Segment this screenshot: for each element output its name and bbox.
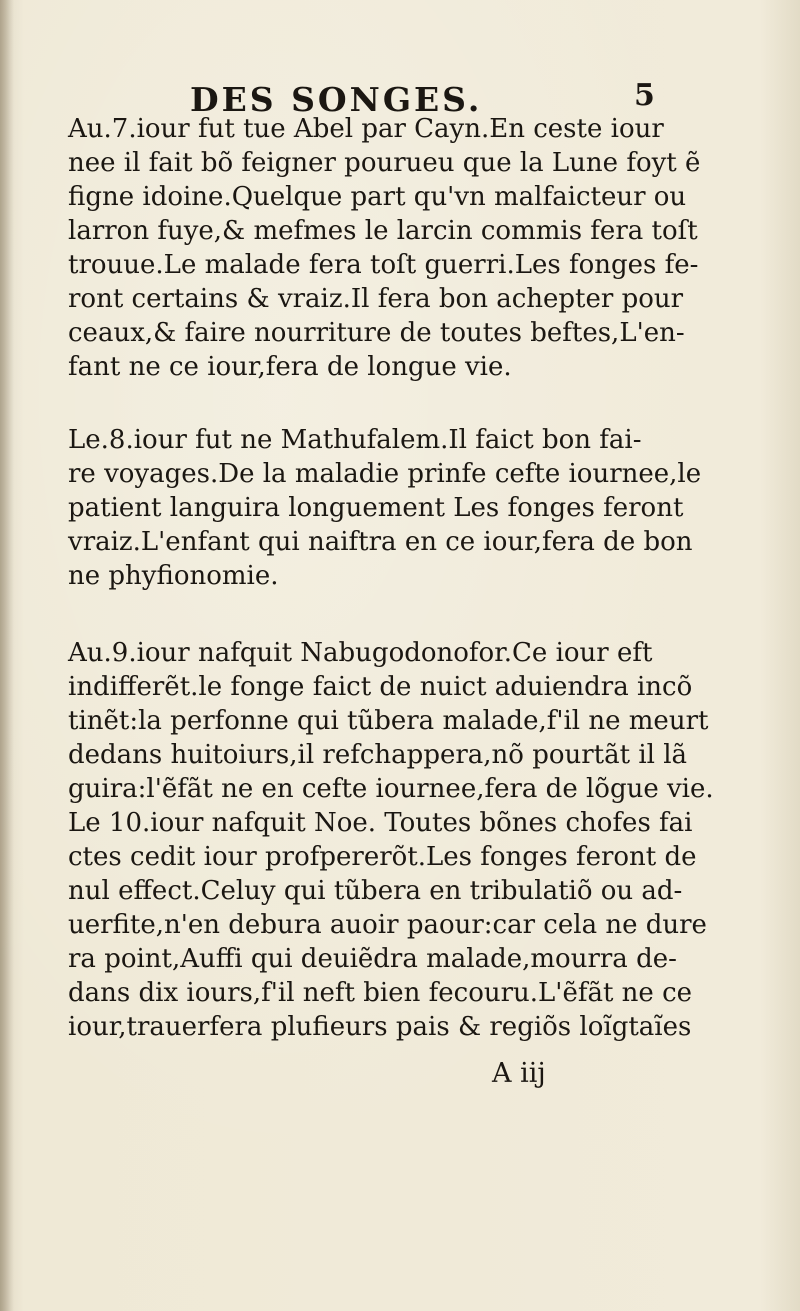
text-line: fant ne ce iour,fera de longue vie. (68, 352, 512, 382)
text-line: dans dix iours,f'il neft bien fecouru.L'ẽfãt ne ce (68, 978, 693, 1008)
text-line: patient languira longuement Les fonges feront (68, 493, 684, 523)
text-line: ctes cedit iour profpererõt.Les fonges feront de (68, 842, 697, 872)
text-line: ront certains & vraiz.Il fera bon achepter pour (68, 284, 684, 314)
text-line: Au.7.iour fut tue Abel par Cayn.En ceste iour (68, 114, 664, 144)
text-line: Le.8.iour fut ne Mathufalem.Il faict bon fai- (68, 425, 642, 455)
text-line: dedans huitoiurs,il refchappera,nõ pourtãt il lã (68, 740, 688, 770)
text-line: vraiz.L'enfant qui naiftra en ce iour,fera de bon (68, 527, 693, 557)
text-line: ne phyfionomie. (68, 561, 279, 591)
running-head: DES SONGES. (190, 80, 483, 119)
text-line: uerfite,n'en debura auoir paour:car cela ne dure (68, 910, 707, 940)
text-line: nul effect.Celuy qui tũbera en tribulatiõ ou ad- (68, 876, 683, 906)
text-line: nee il fait bõ feigner pourueu que la Lune foyt ẽ (68, 148, 701, 178)
text-line: indifferẽt.le fonge faict de nuict aduiendra incõ (68, 672, 693, 702)
signature-mark: A iij (492, 1058, 546, 1089)
binding-shadow (0, 0, 14, 1311)
text-line: larron fuye,& mefmes le larcin commis fera toſt (68, 216, 698, 246)
text-line: ceaux,& faire nourriture de toutes beftes,L'en- (68, 318, 685, 348)
text-line: figne idoine.Quelque part qu'vn malfaicteur ou (68, 182, 687, 212)
text-line: re voyages.De la maladie prinfe cefte iournee,le (68, 459, 702, 489)
text-line: guira:l'ẽfãt ne en cefte iournee,fera de lõgue vie. (68, 774, 714, 804)
text-line: Au.9.iour nafquit Nabugodonofor.Ce iour eft (68, 638, 653, 668)
page-number: 5 (634, 78, 655, 113)
text-line: trouue.Le malade fera toſt guerri.Les fonges fe- (68, 250, 699, 280)
text-line: iour,trauerfera plufieurs pais & regiõs loĩgtaĩes (68, 1012, 692, 1042)
text-line: ra point,Auffi qui deuiẽdra malade,mourra de- (68, 944, 677, 974)
text-line: Le 10.iour nafquit Noe. Toutes bõnes chofes fai (68, 808, 693, 838)
text-line: tinẽt:la perfonne qui tũbera malade,f'il ne meurt (68, 706, 709, 736)
